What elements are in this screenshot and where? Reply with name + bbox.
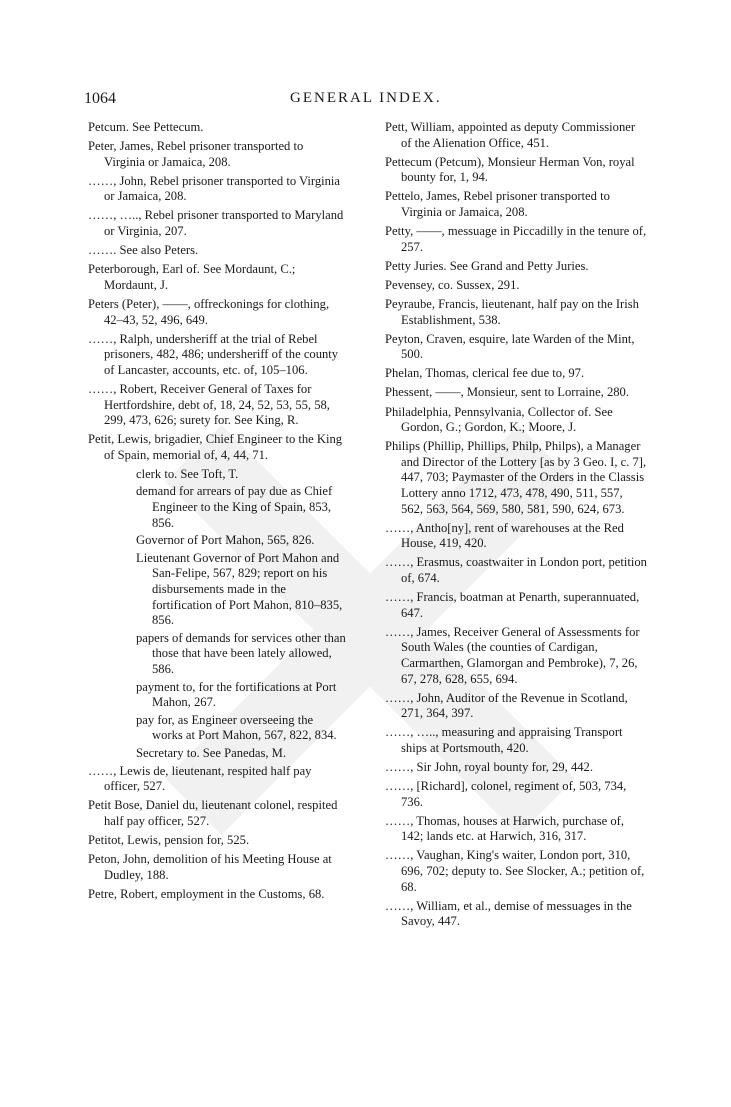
page-number: 1064 xyxy=(84,90,116,107)
index-entry: ……, Lewis de, lieutenant, respited half pay officer, 527. xyxy=(88,763,312,794)
index-entry: Phessent, ——, Monsieur, sent to Lorraine, 280. xyxy=(385,385,629,400)
index-entry: ……, John, Auditor of the Revenue in Scotland, 271, 364, 397. xyxy=(385,690,628,721)
index-entry: ……, Antho[ny], rent of warehouses at the Red House, 419, 420. xyxy=(385,520,624,551)
index-entry: ……. See also Peters. xyxy=(88,243,199,258)
index-entry: Peterborough, Earl of. See Mordaunt, C.; Mordaunt, J. xyxy=(88,262,296,292)
index-entry: Pevensey, co. Sussex, 291. xyxy=(385,277,520,292)
index-entry: ……, Erasmus, coastwaiter in London port, petition of, 674. xyxy=(385,555,647,585)
index-subentry: demand for arrears of pay due as Chief Engineer to the King of Spain, 853, 856. xyxy=(136,484,333,530)
index-entry: ……, Francis, boatman at Penarth, superannuated, 647. xyxy=(385,590,640,620)
index-entry: ……, John, Rebel prisoner transported to Virginia or Jamaica, 208. xyxy=(88,173,341,204)
index-entry: ……, James, Receiver General of Assessments for South Wales (the counties of Cardigan, Carmarthen, Glamorgan and Pembroke), 7, 26, 67, 278, 628, 655, 694. xyxy=(385,624,640,686)
index-subentry: clerk to. See Toft, T. xyxy=(136,466,239,481)
index-subentry: Governor of Port Mahon, 565, 826. xyxy=(136,533,315,548)
index-entry: ……, [Richard], colonel, regiment of, 503, 734, 736. xyxy=(385,779,627,809)
index-subentry: Lieutenant Governor of Port Mahon and San-Felipe, 567, 829; report on his disbursements made in the fortification of Port Mahon, 810–835, 856. xyxy=(136,550,343,628)
index-entry: Peters (Peter), ——, offreckonings for clothing, 42–43, 52, 496, 649. xyxy=(88,296,330,327)
index-column-right xyxy=(385,120,647,933)
index-entry: Peyton, Craven, esquire, late Warden of the Mint, 500. xyxy=(385,331,635,362)
index-entry: ……, Vaughan, King's waiter, London port, 310, 696, 702; deputy to. See Slocker, A.; petition of, 68. xyxy=(385,848,645,894)
index-entry: Petty Juries. See Grand and Petty Juries. xyxy=(385,258,589,273)
index-entry: Petty, ——, messuage in Piccadilly in the tenure of, 257. xyxy=(385,224,647,254)
index-entry: Petit, Lewis, brigadier, Chief Engineer to the King of Spain, memorial of, 4, 44, 71. xyxy=(88,432,343,462)
index-entry: Peter, James, Rebel prisoner transported to Virginia or Jamaica, 208. xyxy=(88,139,304,169)
index-entry: ……, Sir John, royal bounty for, 29, 442. xyxy=(385,759,593,774)
index-entry: ……, Robert, Receiver General of Taxes for Hertfordshire, debt of, 18, 24, 52, 53, 55, 58, 299, 473, 626; surety for. See King, R. xyxy=(88,381,330,428)
index-entry: Petitot, Lewis, pension for, 525. xyxy=(88,832,250,847)
index-entry: Pettelo, James, Rebel prisoner transported to Virginia or Jamaica, 208. xyxy=(385,189,610,219)
index-subentry: pay for, as Engineer overseeing the works at Port Mahon, 567, 822, 834. xyxy=(136,712,337,743)
page-title: GENERAL INDEX. xyxy=(290,90,442,106)
index-subentry: Secretary to. See Panedas, M. xyxy=(136,745,287,760)
index-subentry: payment to, for the fortifications at Port Mahon, 267. xyxy=(136,679,337,710)
index-entry: Pett, William, appointed as deputy Commissioner of the Alienation Office, 451. xyxy=(385,120,636,150)
index-entry: ……, William, et al., demise of messuages in the Savoy, 447. xyxy=(385,898,632,929)
index-entry: ……, ….., measuring and appraising Transport ships at Portsmouth, 420. xyxy=(385,725,623,755)
index-entry: ……, Ralph, undersheriff at the trial of Rebel prisoners, 482, 486; undersheriff of the county of Lancaster, accounts, etc. of, 105–106. xyxy=(88,331,339,377)
index-entry: Philips (Phillip, Phillips, Philp, Philps), a Manager and Director of the Lottery [as by 3 Geo. I, c. 7], 447, 703; Paymaster of the Orders in the Classis Lottery anno 1712, 473, 478, 490, 511, 557, 562, 563, 564, 569, 580, 581, 590, 624, 673. xyxy=(385,439,647,516)
index-entry: ……, ….., Rebel prisoner transported to Maryland or Virginia, 207. xyxy=(88,208,344,239)
index-entry: Petcum. See Pettecum. xyxy=(88,120,204,134)
index-entry: Petit Bose, Daniel du, lieutenant colonel, respited half pay officer, 527. xyxy=(88,798,338,828)
index-entry: ……, Thomas, houses at Harwich, purchase of, 142; lands etc. at Harwich, 316, 317. xyxy=(385,813,624,844)
index-entry: Peyraube, Francis, lieutenant, half pay on the Irish Establishment, 538. xyxy=(385,296,639,327)
index-entry: Pettecum (Petcum), Monsieur Herman Von, royal bounty for, 1, 94. xyxy=(385,154,635,185)
index-column-left xyxy=(88,120,346,906)
index-entry: Petre, Robert, employment in the Customs, 68. xyxy=(88,886,325,901)
index-subentry: papers of demands for services other than those that have been lately allowed, 586. xyxy=(136,630,346,676)
index-entry: Philadelphia, Pennsylvania, Collector of. See Gordon, G.; Gordon, K.; Moore, J. xyxy=(385,404,613,435)
index-entry: Phelan, Thomas, clerical fee due to, 97. xyxy=(385,366,585,381)
index-entry: Peton, John, demolition of his Meeting House at Dudley, 188. xyxy=(88,852,332,882)
